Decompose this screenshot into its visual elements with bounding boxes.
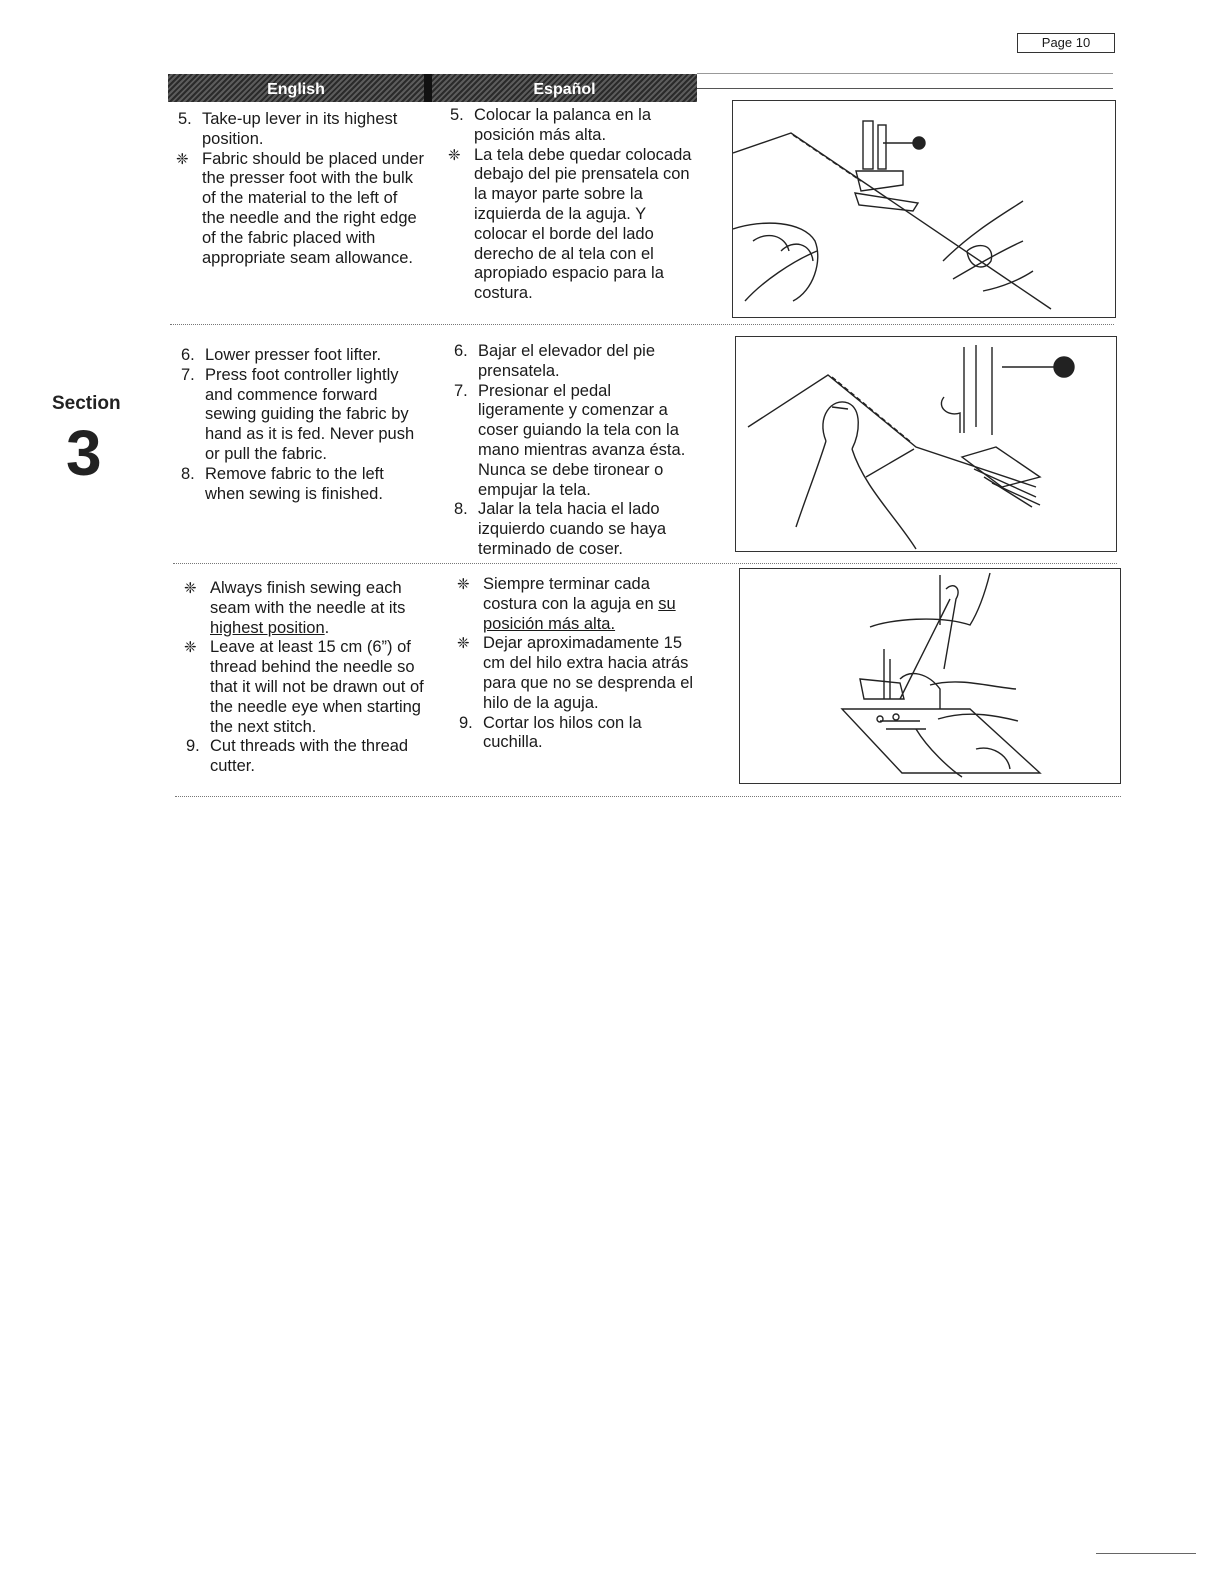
page-number: Page 10 [1017, 33, 1115, 53]
item-marker: 9. [186, 737, 200, 756]
list-item [175, 346, 427, 366]
fabric-under-presser-foot-illustration [732, 100, 1116, 318]
spanish-header [432, 74, 697, 102]
item-marker: 8. [181, 464, 195, 483]
header-rule [697, 88, 1113, 89]
item-marker: 7. [181, 365, 195, 384]
block-divider [175, 796, 1121, 797]
header-rule-top [697, 73, 1113, 74]
block-3-english [180, 579, 432, 777]
illustration-svg [733, 101, 1115, 317]
list-item [175, 465, 427, 505]
bullet-icon: ❈ [457, 635, 470, 653]
emphasized-text: highest position [210, 618, 325, 637]
margin-mark [1096, 1553, 1196, 1554]
emphasized-text: su posición más alta. [483, 594, 676, 633]
item-marker: 5. [178, 110, 192, 128]
list-item [453, 714, 705, 754]
list-item [172, 110, 424, 150]
item-text: Colocar la palanca en la posición más alta. [474, 106, 652, 144]
block-3-spanish [453, 575, 705, 753]
block-2-english [175, 346, 427, 504]
block-1-english [172, 110, 424, 268]
item-marker: 7. [454, 381, 468, 400]
english-header-label: English [267, 81, 325, 98]
item-text: Jalar la tela hacia el lado izquierdo cuando se haya terminado de coser. [478, 500, 667, 558]
item-text: Leave at least 15 cm (6”) of thread behind the needle so that it will not be drawn out of the needle eye when starting the next stitch. [210, 638, 424, 736]
section-label: Section [52, 393, 121, 414]
english-header [168, 74, 424, 102]
item-marker: 6. [181, 346, 195, 364]
bullet-icon: ❈ [176, 150, 189, 168]
list-item [453, 575, 705, 634]
list-item [180, 579, 432, 638]
bullet-icon: ❈ [184, 580, 197, 597]
list-item [444, 146, 696, 304]
guiding-fabric-by-hand-illustration [735, 336, 1117, 552]
bullet-icon: ❈ [448, 146, 461, 164]
illustration-svg [736, 337, 1116, 551]
list-item [180, 638, 432, 737]
list-item [448, 382, 700, 501]
bullet-icon: ❈ [457, 576, 470, 593]
block-divider [170, 324, 1114, 325]
block-2-spanish [448, 342, 700, 560]
block-divider [173, 563, 1117, 564]
list-item [175, 366, 427, 465]
section-number: 3 [66, 417, 102, 489]
list-item [448, 342, 700, 382]
item-marker: 5. [450, 106, 464, 124]
list-item [444, 106, 696, 146]
item-marker: 6. [454, 342, 468, 360]
item-text: Always finish sewing each seam with the needle at its [210, 579, 406, 617]
item-marker: 9. [459, 713, 473, 732]
bullet-icon: ❈ [184, 639, 197, 657]
item-text: Siempre terminar cada costura con la aguja en [483, 575, 659, 613]
header-divider [424, 74, 432, 102]
item-text: Lower presser foot lifter. [205, 346, 382, 364]
list-item [180, 737, 432, 777]
item-text: Cortar los hilos con la cuchilla. [483, 713, 642, 752]
list-item [172, 150, 424, 269]
item-text: Press foot controller lightly and commence forward sewing guiding the fabric by hand as it is fed. Never push or pull the fabric. [205, 365, 415, 463]
item-text: Dejar aproximadamente 15 cm del hilo extra hacia atrás para que no se desprenda el hilo de la aguja. [483, 634, 694, 712]
list-item [448, 500, 700, 559]
item-text: La tela debe quedar colocada debajo del pie prensatela con la mayor parte sobre la izquierda de la aguja. Y colocar el borde del lado derecho de al tela con el apropiado espacio para la costura. [474, 145, 692, 303]
block-1-spanish [444, 106, 696, 304]
item-text: Remove fabric to the left when sewing is finished. [205, 464, 384, 503]
spanish-header-label: Español [533, 81, 596, 98]
item-text: Take-up lever in its highest position. [202, 110, 398, 148]
item-text-end: . [324, 618, 330, 637]
item-text: Bajar el elevador del pie prensatela. [478, 342, 656, 380]
item-marker: 8. [454, 500, 468, 519]
list-item [453, 634, 705, 713]
thread-cutter-illustration [739, 568, 1121, 784]
item-text: Presionar el pedal ligeramente y comenzar a coser guiando la tela con la mano mientras avanza ésta. Nunca se debe tironear o empujar la tela. [478, 381, 686, 499]
item-text: Fabric should be placed under the presser foot with the bulk of the material to the left of the needle and the right edge of the fabric placed with appropriate seam allowance. [202, 149, 424, 267]
illustration-svg [740, 569, 1120, 783]
item-text: Cut threads with the thread cutter. [210, 737, 409, 776]
